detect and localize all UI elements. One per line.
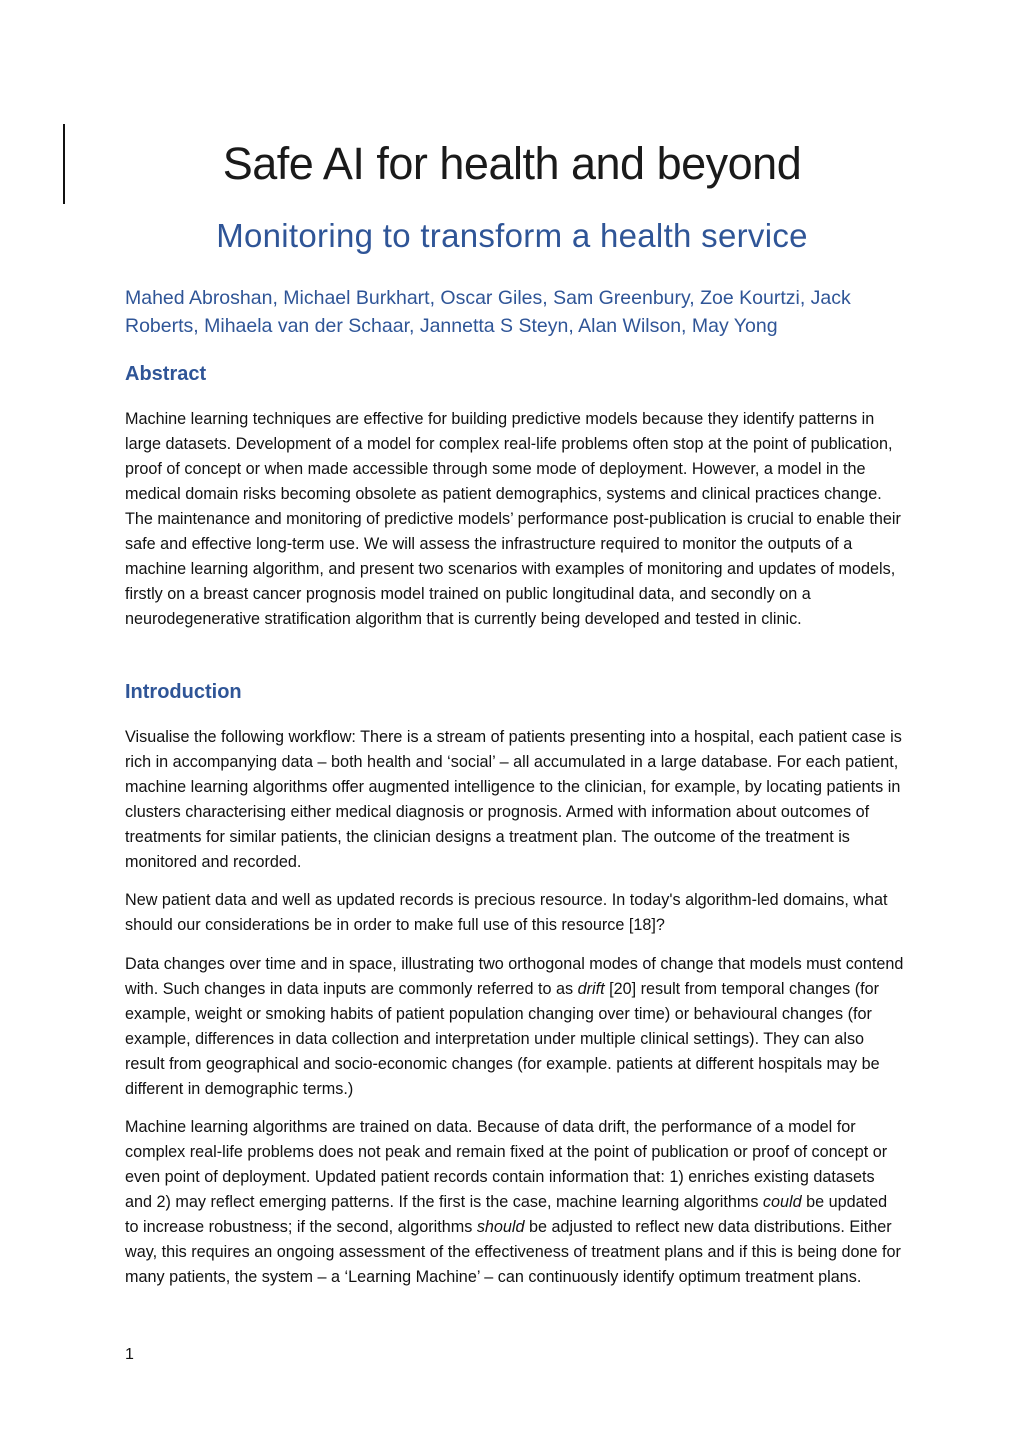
page-number: 1 xyxy=(125,1346,134,1363)
drift-term: drift xyxy=(577,980,605,998)
should-term: should xyxy=(476,1218,525,1236)
introduction-heading: Introduction xyxy=(125,681,242,703)
abstract-heading: Abstract xyxy=(125,363,207,385)
intro-paragraph-3 xyxy=(125,952,905,1102)
author-list: Mahed Abroshan, Michael Burkhart, Oscar Giles, Sam Greenbury, Zoe Kourtzi, Jack Roberts, Mihaela van der Schaar, Jannetta S Steyn, Alan Wilson, May Yong xyxy=(125,287,851,337)
intro-paragraph-4-part-b: be updated to increase robustness; if the second, algorithms xyxy=(125,1193,888,1236)
intro-paragraph-1: Visualise the following workflow: There is a stream of patients presenting into a hospital, each patient case is rich in accompanying data – both health and ‘social’ – all accumulated in a large database. For each patient, machine learning algorithms offer augmented intelligence to the clinician, for example, by locating patients in clusters characterising either medical diagnosis or prognosis. Armed with information about outcomes of treatments for similar patients, the clinician designs a treatment plan. The outcome of the treatment is monitored and recorded. xyxy=(125,728,902,871)
intro-paragraph-2: New patient data and well as updated records is precious resource. In today's algorithm-led domains, what should our considerations be in order to make full use of this resource [18]? xyxy=(125,891,888,934)
could-term: could xyxy=(762,1193,802,1211)
abstract-text: Machine learning techniques are effective for building predictive models because they identify patterns in large datasets. Development of a model for complex real-life problems often stop at the point of publication, proof of concept or when made accessible through some mode of deployment. However, a model in the medical domain risks becoming obsolete as patient demographics, systems and clinical practices change. The maintenance and monitoring of predictive models’ performance post-publication is crucial to enable their safe and effective long-term use. We will assess the infrastructure required to monitor the outputs of a machine learning algorithm, and present two scenarios with examples of monitoring and updates of models, firstly on a breast cancer prognosis model trained on public longitudinal data, and secondly on a neurodegenerative stratification algorithm that is currently being developed and tested in clinic. xyxy=(125,410,901,628)
intro-paragraph-4-part-a: Machine learning algorithms are trained on data. Because of data drift, the performance of a model for complex real-life problems does not peak and remain fixed at the point of publication or proof of concept or even point of deployment. Updated patient records contain information that: 1) enriches existing datasets and 2) may reflect emerging patterns. If the first is the case, machine learning algorithms xyxy=(125,1118,888,1211)
intro-paragraph-3-part-a: Data changes over time and in space, illustrating two orthogonal modes of change that models must contend with. Such changes in data inputs are commonly referred to as xyxy=(125,955,904,998)
intro-paragraph-4 xyxy=(125,1115,905,1290)
intro-paragraph-3-part-b: [20] result from temporal changes (for example, weight or smoking habits of patient population changing over time) or behavioural changes (for example, differences in data collection and interpretation under multiple clinical settings). They can also result from geographical and socio-economic changes (for example. patients at different hospitals may be different in demographic terms.) xyxy=(125,980,880,1098)
paper-subtitle: Monitoring to transform a health service xyxy=(216,217,808,254)
intro-paragraph-4-part-c: be adjusted to reflect new data distributions. Either way, this requires an ongoing assessment of the effectiveness of treatment plans and if this is being done for many patients, the system – a ‘Learning Machine’ – can continuously identify optimum treatment plans. xyxy=(125,1218,901,1286)
paper-title: Safe AI for health and beyond xyxy=(222,138,802,189)
